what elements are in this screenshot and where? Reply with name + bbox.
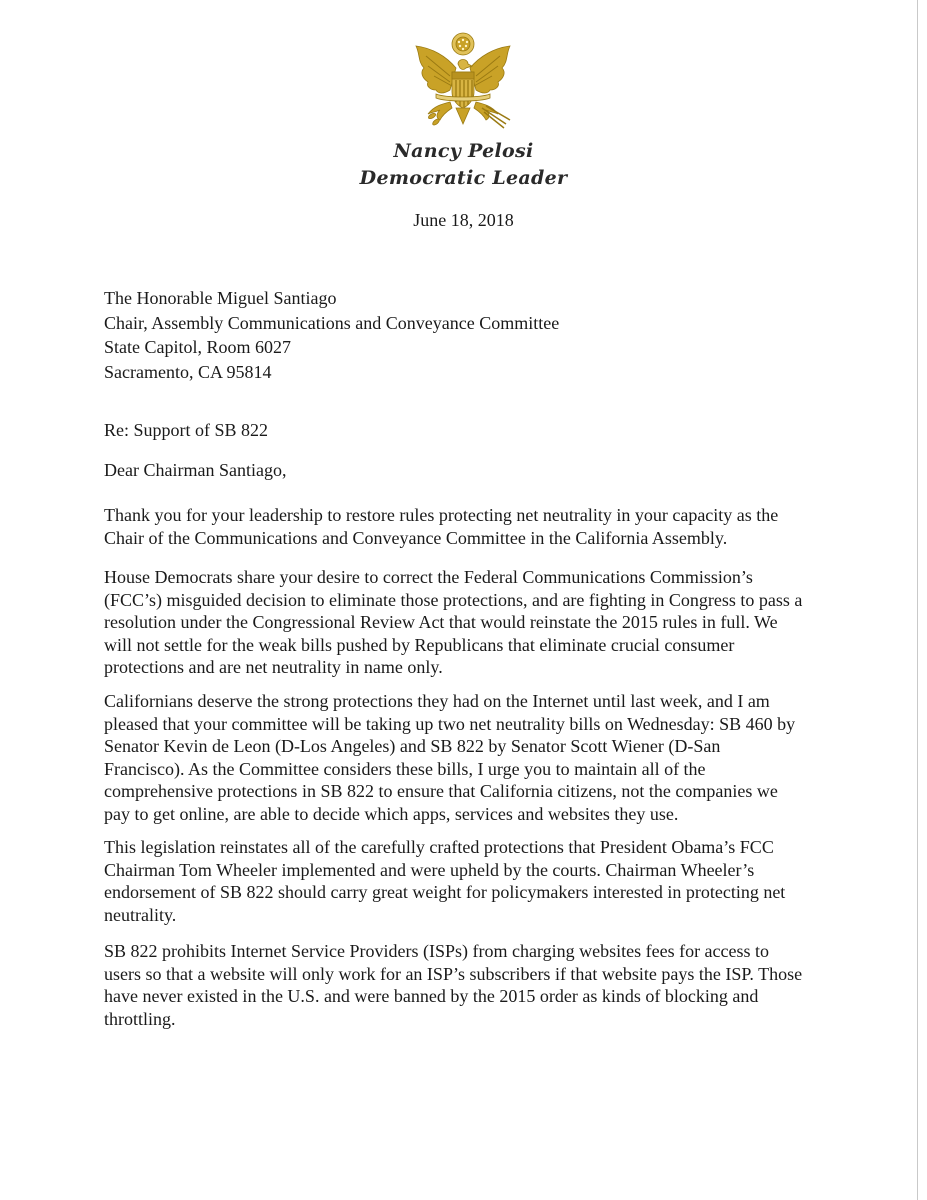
paragraph-line: Chair of the Communications and Conveyance Committee in the California Assembly. — [104, 527, 728, 548]
paragraph-line: SB 822 prohibits Internet Service Providers (ISPs) from charging websites fees for access to — [104, 941, 770, 961]
paragraph-line: Californians deserve the strong protections they had on the Internet until last week, and I am — [104, 691, 770, 711]
salutation: Dear Chairman Santiago, — [104, 460, 287, 480]
paragraph-line: throttling. — [104, 1008, 176, 1029]
body-paragraph-2 — [104, 566, 824, 679]
eagle-seal-icon — [406, 28, 520, 132]
paragraph-line: Thank you for your leadership to restore rules protecting net neutrality in your capacity as the — [104, 505, 779, 525]
letterhead-name: Nancy Pelosi — [393, 140, 534, 162]
recipient-line: The Honorable Miguel Santiago — [104, 288, 337, 308]
letter-date: June 18, 2018 — [413, 210, 514, 230]
letterhead-title: Democratic Leader — [359, 167, 568, 189]
recipient-address — [104, 286, 559, 384]
recipient-line: Chair, Assembly Communications and Conveyance Committee — [104, 312, 560, 333]
paragraph-line: will not settle for the weak bills pushed by Republicans that eliminate crucial consumer — [104, 634, 735, 655]
recipient-line: State Capitol, Room 6027 — [104, 337, 291, 357]
paragraph-line: pay to get online, are able to decide which apps, services and websites they use. — [104, 803, 679, 824]
paragraph-line: Senator Kevin de Leon (D-Los Angeles) and SB 822 by Senator Scott Wiener (D-San — [104, 736, 721, 756]
paragraph-line: comprehensive protections in SB 822 to ensure that California citizens, not the companies we — [104, 781, 778, 801]
body-paragraph-1 — [104, 504, 824, 549]
paragraph-line: endorsement of SB 822 should carry great weight for policymakers interested in protecting net — [104, 882, 786, 902]
paragraph-line: neutrality. — [104, 904, 177, 925]
body-paragraph-5 — [104, 940, 824, 1030]
paragraph-line: have never existed in the U.S. and were banned by the 2015 order as kinds of blocking and — [104, 986, 759, 1006]
subject-line: Re: Support of SB 822 — [104, 420, 269, 440]
letterhead — [0, 138, 927, 192]
recipient-line: Sacramento, CA 95814 — [104, 361, 272, 382]
paragraph-line: (FCC’s) misguided decision to eliminate those protections, and are fighting in Congress to pass a — [104, 589, 803, 610]
paragraph-line: This legislation reinstates all of the carefully crafted protections that President Obama’s FCC — [104, 837, 774, 857]
paragraph-line: House Democrats share your desire to correct the Federal Communications Commission’s — [104, 567, 753, 587]
body-paragraph-4 — [104, 836, 824, 926]
paragraph-line: resolution under the Congressional Review Act that would reinstate the 2015 rules in full. We — [104, 612, 778, 632]
paragraph-line: Chairman Tom Wheeler implemented and were upheld by the courts. Chairman Wheeler’s — [104, 859, 755, 880]
paragraph-line: Francisco). As the Committee considers these bills, I urge you to maintain all of the — [104, 758, 706, 779]
paragraph-line: users so that a website will only work for an ISP’s subscribers if that website pays the ISP. Those — [104, 963, 803, 984]
paragraph-line: protections and are net neutrality in name only. — [104, 657, 443, 677]
paragraph-line: pleased that your committee will be taking up two net neutrality bills on Wednesday: SB 460 by — [104, 713, 796, 734]
body-paragraph-3 — [104, 690, 824, 825]
